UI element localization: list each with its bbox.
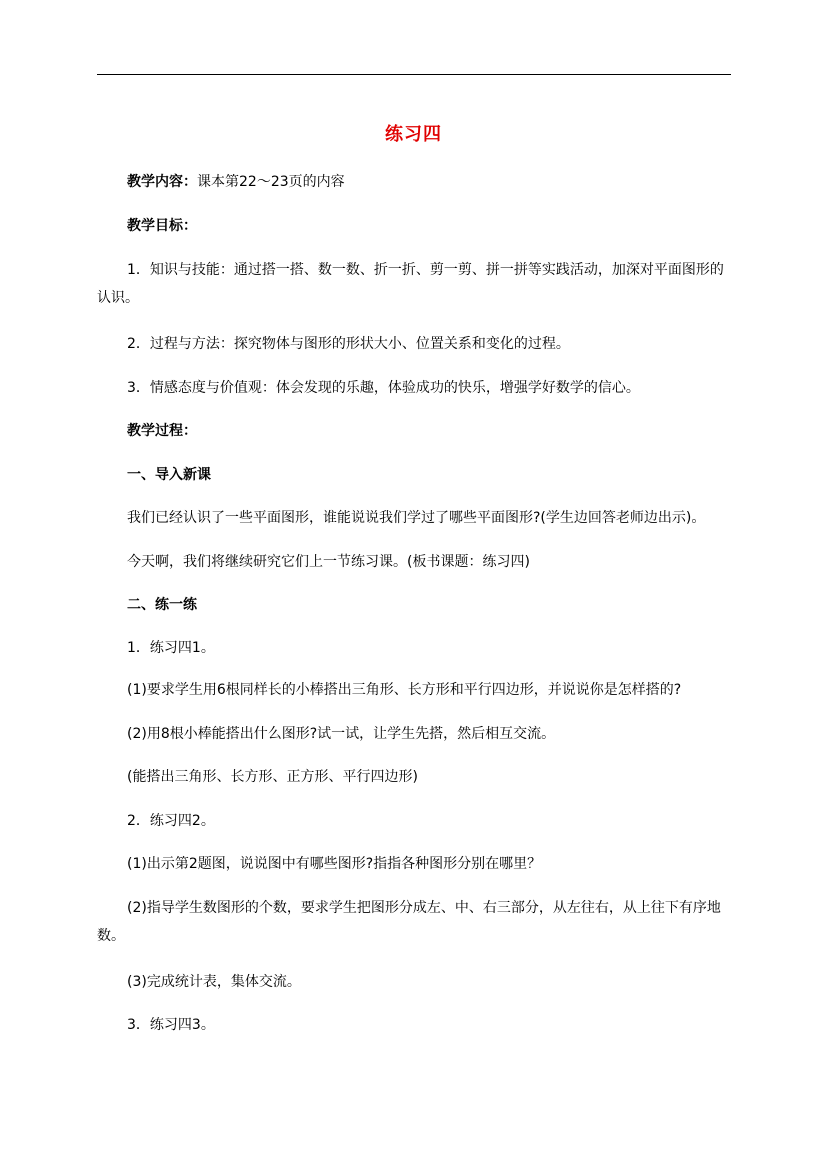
- exercise-1-item-b: (2)用8根小棒能搭出什么图形?试一试，让学生先搭，然后相互交流。: [127, 726, 556, 742]
- teaching-process-heading: 教学过程：: [127, 423, 197, 439]
- section-1-heading: 一、导入新课: [127, 467, 211, 483]
- exercise-3-title: 3．练习四3。: [127, 1017, 215, 1033]
- header-rule: [97, 74, 731, 75]
- exercise-2-title: 2．练习四2。: [127, 813, 215, 829]
- goal-1-paragraph: 1．知识与技能：通过搭一搭、数一数、折一折、剪一剪、拼一拼等实践活动，加深对平面图形的认识。: [97, 262, 724, 306]
- section-1-paragraph-2: 今天啊，我们将继续研究它们上一节练习课。(板书课题：练习四): [127, 554, 530, 570]
- teaching-content-line: [127, 172, 345, 192]
- exercise-2-item-a: (1)出示第2题图，说说图中有哪些图形?指指各种图形分别在哪里？: [127, 856, 542, 872]
- goal-3-paragraph: 3．情感态度与价值观：体会发现的乐趣，体验成功的快乐，增强学好数学的信心。: [127, 380, 640, 396]
- section-2-heading: 二、练一练: [127, 597, 197, 613]
- teaching-content-text: 课本第22～23页的内容: [197, 174, 345, 190]
- teaching-goals-heading: 教学目标：: [127, 218, 197, 234]
- exercise-1-item-c: (能搭出三角形、长方形、正方形、平行四边形): [127, 769, 418, 785]
- goal-2-paragraph: 2．过程与方法：探究物体与图形的形状大小、位置关系和变化的过程。: [127, 336, 570, 352]
- exercise-2-item-c: (3)完成统计表，集体交流。: [127, 974, 301, 990]
- exercise-2-item-b: (2)指导学生数图形的个数，要求学生把图形分成左、中、右三部分，从左往右，从上往下有序地数。: [97, 900, 721, 944]
- document-title: 练习四: [385, 124, 442, 145]
- section-1-paragraph-1: 我们已经认识了一些平面图形，谁能说说我们学过了哪些平面图形?(学生边回答老师边出示)。: [127, 510, 706, 526]
- teaching-content-label: 教学内容：: [127, 174, 197, 190]
- exercise-1-title: 1．练习四1。: [127, 640, 215, 656]
- exercise-1-item-a: (1)要求学生用6根同样长的小棒搭出三角形、长方形和平行四边形，并说说你是怎样搭的?: [127, 682, 682, 698]
